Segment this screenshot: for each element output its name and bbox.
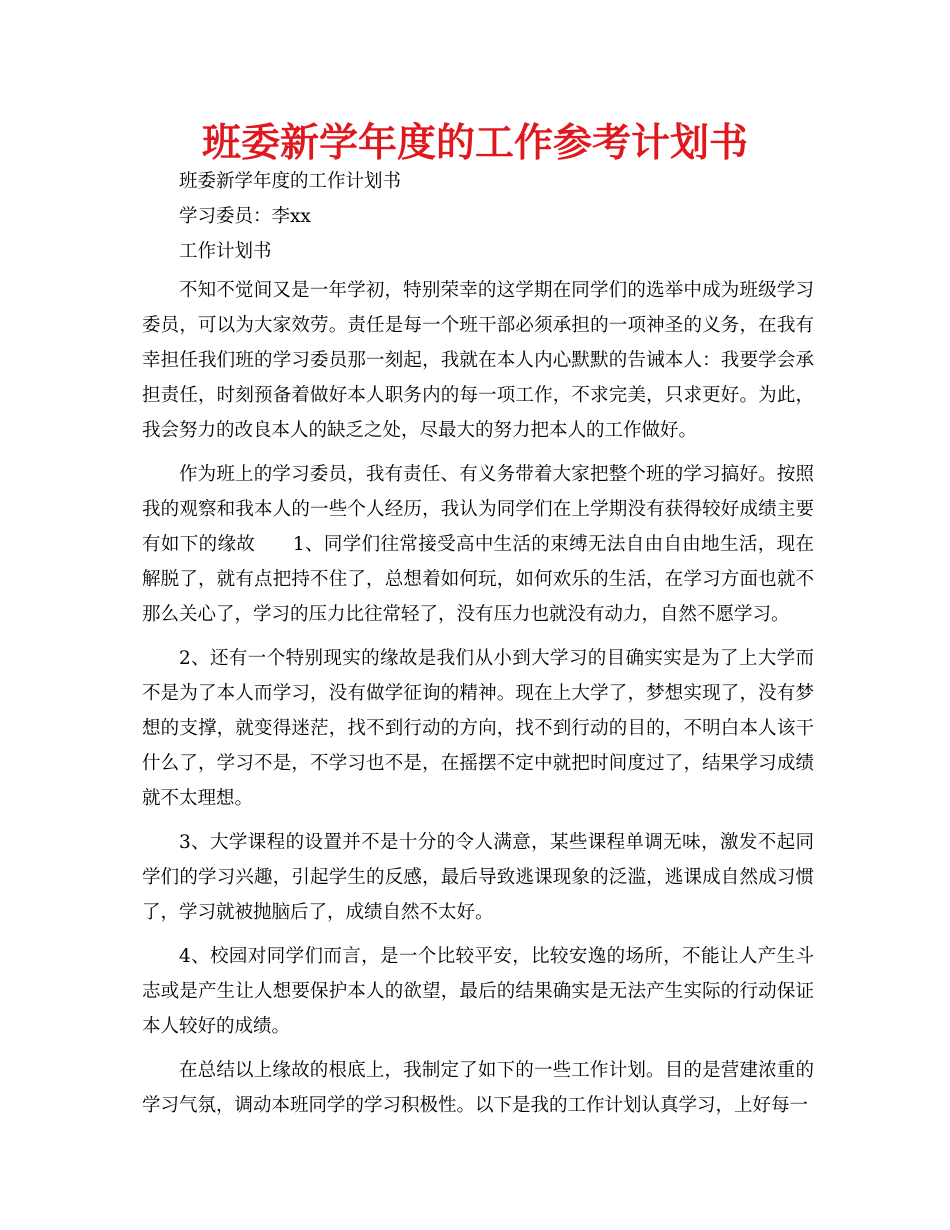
paragraph-1: 不知不觉间又是一年学初，特别荣幸的这学期在同学们的选举中成为班级学习委员，可以为大家效劳。责任是每一个班干部必须承担的一项神圣的义务，在我有幸担任我们班的学习委员那一刻起，我就在本人内心默默的告诫本人：我要学会承担责任，时刻预备着做好本人职务内的每一项工作，不求完美，只求更好。为此，我会努力的改良本人的缺乏之处，尽最大的努力把本人的工作做好。 — [142, 280, 814, 441]
document-title: 班委新学年度的工作参考计划书 — [201, 121, 748, 166]
paragraph-4: 3、大学课程的设置并不是十分的令人满意，某些课程单调无味，激发不起同学们的学习兴趣，引起学生的反感，最后导致逃课现象的泛滥，逃课成自然成习惯了，学习就被抛脑后了，成绩自然不太好。 — [142, 832, 814, 923]
paragraph-2: 作为班上的学习委员，我有责任、有义务带着大家把整个班的学习搞好。按照我的观察和我本人的一些个人经历，我认为同学们在上学期没有获得较好成绩主要有如下的缘故 1、同学们往常接受高中生活的束缚无法自由自由地生活，现在解脱了，就有点把持不住了，总想着如何玩，如何欢乐的生活，在学习方面也就不那么关心了，学习的压力比往常轻了，没有压力也就没有动力，自然不愿学习。 — [142, 464, 814, 625]
paragraph-5: 4、校园对同学们而言，是一个比较平安，比较安逸的场所，不能让人产生斗志或是产生让人想要保护本人的欲望，最后的结果确实是无法产生实际的行动保证本人较好的成绩。 — [142, 946, 814, 1037]
author-line: 学习委员：李xx — [179, 206, 311, 227]
paragraph-6: 在总结以上缘故的根底上，我制定了如下的一些工作计划。目的是营建浓重的学习气氛，调动本班同学的学习积极性。以下是我的工作计划认真学习，上好每一 — [142, 1060, 814, 1116]
section-heading: 工作计划书 — [179, 241, 272, 262]
paragraph-3: 2、还有一个特别现实的缘故是我们从小到大学习的目确实实是为了上大学而不是为了本人而学习，没有做学征询的精神。现在上大学了，梦想实现了，没有梦想的支撑，就变得迷茫，找不到行动的方向，找不到行动的目的，不明白本人该干什么了，学习不是，不学习也不是，在摇摆不定中就把时间度过了，结果学习成绩就不太理想。 — [142, 648, 814, 809]
document-body — [142, 164, 814, 1132]
document-subtitle: 班委新学年度的工作计划书 — [179, 171, 402, 192]
